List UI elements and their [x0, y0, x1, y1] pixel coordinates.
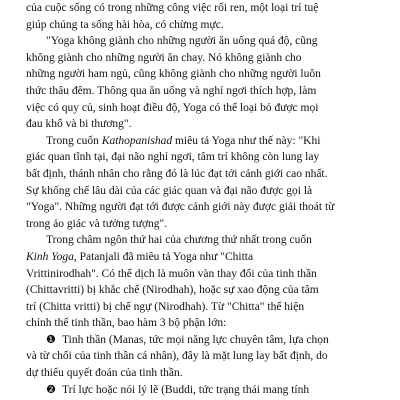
list-bullet-icon: ❶ [46, 332, 56, 346]
list-bullet-icon: ❷ [46, 382, 56, 396]
text-segment: Tinh thần (Manas, tức mọi năng lực chuyên tâm, lựa chọn [62, 333, 329, 346]
text-segment: của cuộc sống có trong những công việc rối ren, một loại trí tuệ [26, 2, 319, 14]
text-line [26, 282, 386, 299]
text-segment: Sự khống chế lâu dài của các giác quan và đại não được gọi là [26, 184, 313, 197]
text-line [26, 133, 386, 150]
text-segment: trí (Chitta vritti) bị chế ngự (Nirodhah). Từ "Chitta" thể hiện [26, 300, 305, 313]
text-line [26, 382, 386, 399]
text-line [26, 50, 386, 67]
text-line [26, 166, 386, 183]
text-line [26, 332, 386, 349]
text-line [26, 17, 386, 34]
text-segment: bất định, thánh nhân cho rằng đó là lúc đạt tới cảnh giới cao nhất. [26, 167, 328, 180]
text-segment: dự thiếu quyết đoán của tinh thần. [26, 367, 183, 380]
text-line [26, 183, 386, 200]
text-segment: miêu tả Yoga như thế này: "Khi [172, 134, 321, 147]
text-line [26, 232, 386, 249]
text-segment: Trí lực hoặc nói lý lẽ (Buddi, tức trạng thái mang tính [62, 383, 310, 396]
text-segment: đau khổ và bi thương". [26, 118, 132, 131]
text-segment: Trong châm ngôn thứ hai của chương thứ nhất trong cuốn [46, 234, 312, 247]
text-segment: thức thâu đêm. Thông qua ăn uống và nghỉ ngơi thích hợp, làm [26, 84, 317, 97]
book-title-italic: Kathopanishad [101, 134, 173, 147]
text-line [26, 66, 386, 83]
page-body-text [26, 0, 386, 398]
text-segment: chỉnh thể tinh thần, bao hàm 3 bộ phận lớn: [26, 317, 227, 330]
text-line [26, 348, 386, 365]
text-segment: việc có quy củ, sinh hoạt điều độ, Yoga có thể loại bỏ được mọi [26, 101, 319, 114]
text-line [26, 33, 386, 50]
book-title-italic: Kinh Yoga [26, 250, 74, 263]
text-line [26, 116, 386, 133]
text-line [26, 266, 386, 283]
text-line [26, 365, 386, 382]
text-segment: giúp chúng ta sống hài hòa, có chừng mực. [26, 18, 224, 31]
text-segment: và từ chối của tinh thần cá nhân), đây là mặt lung lay bất định, do [26, 350, 328, 363]
text-line [26, 199, 386, 216]
text-segment: (Chittavritti) bị khắc chế (Nirodhah), hoặc sự xao động của tâm [26, 284, 319, 297]
text-line [26, 100, 386, 117]
text-segment: , Patanjali đã miêu tả Yoga như "Chitta [73, 250, 254, 263]
text-line [26, 249, 386, 266]
text-segment: giác quan tĩnh tại, đại não nghỉ ngơi, tâm trí không còn lung lay [26, 151, 320, 164]
text-segment: Trong cuốn [46, 134, 102, 147]
text-segment: những người ham ngủ, cũng không giành cho những người luôn [26, 68, 321, 81]
text-line [26, 0, 386, 17]
text-line [26, 299, 386, 316]
text-segment: không giành cho những người ăn chay. Nó không giành cho [26, 51, 302, 64]
text-line [26, 315, 386, 332]
text-segment: trong ảo giác và tưởng tượng". [26, 217, 168, 230]
text-segment: "Yoga không giành cho những người ăn uống quá độ, cũng [46, 35, 318, 48]
text-line [26, 149, 386, 166]
text-segment: Vrittinirodhah". Có thể dịch là muôn vàn thay đổi của tinh thần [26, 267, 317, 280]
text-line [26, 83, 386, 100]
text-segment: "Yoga". Những người đạt tới được cảnh giới này được giải thoát từ [26, 201, 335, 214]
text-line [26, 216, 386, 233]
